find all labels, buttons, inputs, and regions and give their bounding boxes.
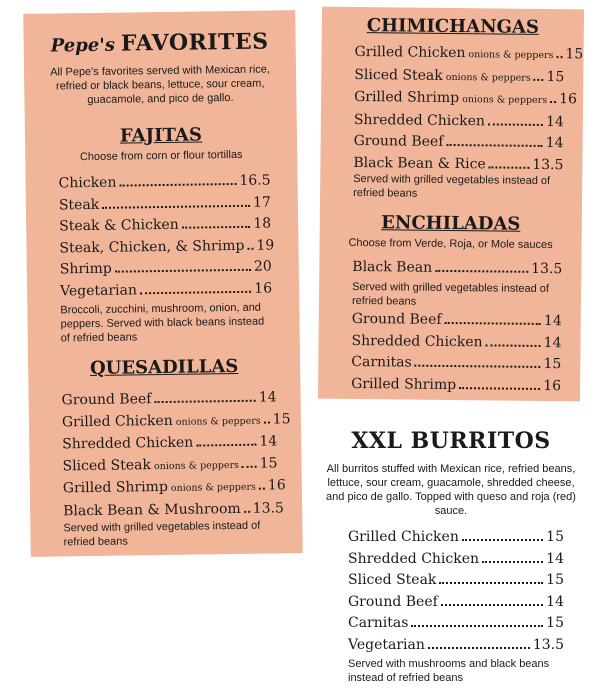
menu-item-name: Steak, Chicken, & Shrimp <box>59 237 245 256</box>
fajitas-subtitle: Choose from corn or flour tortillas <box>79 148 243 164</box>
menu-item-name: Grilled Shrimp <box>351 375 457 393</box>
menu-item <box>62 453 277 478</box>
menu-item-name: Ground Beef <box>353 132 444 150</box>
menu-item-name: Steak & Chicken <box>59 216 179 235</box>
menu-item-name: Sliced Steak <box>348 572 437 588</box>
menu-item-name: Chicken <box>58 174 117 192</box>
menu-item <box>348 549 564 571</box>
dot-leader <box>488 123 543 126</box>
dot-leader <box>486 344 541 347</box>
enchiladas-note: Served with grilled vegetables instead of refried beans <box>351 280 550 308</box>
menu-item-name: Carnitas <box>348 615 409 631</box>
dot-leader <box>482 561 543 563</box>
menu-item <box>348 527 564 549</box>
brand-logo: Pepe's <box>50 34 116 57</box>
menu-item-name: Ground Beef <box>61 391 152 409</box>
menu-item <box>352 257 562 281</box>
dot-leader <box>411 625 543 627</box>
quesadillas-note: Served with grilled vegetables instead of refried beans <box>63 519 261 549</box>
menu-item-name: Grilled Shrimp <box>354 88 460 107</box>
menu-item-name: Shredded Chicken <box>353 111 486 129</box>
menu-item-price: 16 <box>254 279 273 297</box>
menu-item-price: 14 <box>543 312 562 330</box>
menu-item-price: 14 <box>545 134 564 152</box>
menu-item <box>354 42 584 67</box>
menu-item-modifier: onions & peppers <box>445 71 531 84</box>
dot-leader <box>446 144 542 147</box>
menu-item <box>351 352 561 376</box>
burritos-section <box>322 428 580 518</box>
dot-leader <box>182 226 251 229</box>
dot-leader <box>264 421 270 423</box>
menu-item-modifier: onions & peppers <box>170 481 256 494</box>
menu-item-price: 16 <box>559 91 578 108</box>
menu-item-modifier: onions & peppers <box>462 94 548 107</box>
dot-leader <box>102 204 250 208</box>
fajitas-section <box>35 123 288 165</box>
chimichangas-note: Served with grilled vegetables instead of refried beans <box>353 172 551 200</box>
dot-leader <box>462 539 543 541</box>
fajitas-title: FAJITAS <box>119 124 203 147</box>
menu-item-price: 15 <box>543 355 562 373</box>
menu-item-name: Vegetarian <box>59 281 138 299</box>
menu-item-name: Sliced Steak <box>62 456 152 474</box>
menu-item-name: Black Bean & Rice <box>353 154 486 172</box>
menu-item-price: 15 <box>546 572 564 588</box>
menu-item <box>59 213 271 237</box>
chimichangas-title: CHIMICHANGAS <box>366 15 540 38</box>
menu-item-price: 14 <box>546 593 564 610</box>
dot-leader <box>550 101 556 103</box>
menu-item-name: Shredded Chicken <box>348 550 480 567</box>
quesadillas-section <box>38 355 290 380</box>
menu-item <box>354 109 564 133</box>
menu-item-modifier: onions & peppers <box>175 415 261 428</box>
menu-item-name: Steak <box>58 196 100 213</box>
menu-item-price: 15 <box>259 454 278 472</box>
menu-item <box>351 373 561 397</box>
menu-item <box>351 330 561 354</box>
menu-item-name: Grilled Chicken <box>348 529 459 545</box>
enchiladas-title: ENCHILADAS <box>381 212 521 235</box>
dot-leader <box>415 365 541 368</box>
menu-item-price: 17 <box>252 193 271 211</box>
enchiladas-list <box>351 309 562 397</box>
menu-item-price: 14 <box>545 113 564 130</box>
dot-leader <box>435 270 528 273</box>
menu-item-price: 18 <box>253 215 272 232</box>
menu-item-price: 14 <box>259 433 278 450</box>
menu-item-name: Grilled Chicken <box>61 412 173 430</box>
menu-item-price: 16.5 <box>239 172 271 189</box>
menu-item-price: 13.5 <box>532 156 564 173</box>
menu-item <box>61 387 276 411</box>
dot-leader <box>244 510 250 512</box>
menu-item <box>60 256 272 280</box>
dot-leader <box>489 166 530 168</box>
favorites-title: FAVORITES <box>120 28 269 57</box>
menu-item-name: Shredded Chicken <box>351 332 483 350</box>
menu-item <box>58 170 270 194</box>
menu-item <box>348 635 564 657</box>
menu-item <box>59 235 275 259</box>
burritos-description: All burritos stuffed with Mexican rice, refried beans, lettuce, sour cream, guacamole, shredded cheese, and pico de gallo. Topped with queso and roja (red) sauce. <box>326 463 576 517</box>
menu-item-price: 15 <box>565 46 584 63</box>
enchiladas-subtitle: Choose from Verde, Roja, or Mole sauces <box>348 236 553 252</box>
dot-leader <box>259 488 265 490</box>
menu-item-name: Black Bean & Mushroom <box>63 500 241 519</box>
menu-item <box>61 409 291 434</box>
menu-item-name: Grilled Chicken <box>354 43 466 62</box>
menu-item-name: Shredded Chicken <box>62 434 194 453</box>
menu-item <box>354 131 564 155</box>
menu-item-price: 14 <box>258 389 277 406</box>
dot-leader <box>242 465 257 467</box>
menu-item <box>354 87 578 112</box>
menu-item-price: 15 <box>546 529 564 545</box>
menu-item-name: Ground Beef <box>351 310 442 328</box>
chimichangas-section <box>327 15 579 39</box>
menu-item-price: 14 <box>543 334 562 351</box>
right-menu-panel <box>318 7 584 402</box>
dot-leader <box>196 444 256 447</box>
menu-item-name: Shrimp <box>59 260 112 278</box>
dot-leader <box>428 647 530 649</box>
menu-item <box>62 475 286 500</box>
fajitas-note: Broccoli, zucchini, mushroom, onion, and peppers. Served with black beans instead of refried beans <box>60 301 265 345</box>
menu-item-price: 13.5 <box>252 499 285 517</box>
dot-leader <box>556 56 562 58</box>
menu-item <box>348 613 564 635</box>
menu-item-price: 15 <box>272 410 291 427</box>
menu-item-name: Ground Beef <box>348 593 438 610</box>
menu-item-price: 19 <box>256 236 275 254</box>
menu-item <box>59 192 271 216</box>
menu-item-price: 15 <box>546 615 564 631</box>
favorites-description: All Pepe's favorites served with Mexican rice, refried or black beans, lettuce, sour cream, guacamole, and pico de gallo. <box>50 63 270 107</box>
quesadillas-title: QUESADILLAS <box>89 355 239 380</box>
favorites-header <box>33 28 286 108</box>
menu-item-modifier: onions & peppers <box>468 49 554 62</box>
menu-item <box>354 64 564 89</box>
menu-item <box>60 278 272 302</box>
dot-leader <box>119 183 236 187</box>
menu-item-name: Vegetarian <box>348 636 425 653</box>
fajitas-list <box>58 170 275 302</box>
menu-item <box>348 570 564 592</box>
menu-item-price: 16 <box>543 377 562 394</box>
menu-item-price: 13.5 <box>532 636 564 653</box>
menu-item-price: 20 <box>253 258 272 275</box>
quesadillas-list <box>61 387 291 522</box>
menu-item-name: Carnitas <box>351 353 412 371</box>
enchiladas-section <box>325 212 577 253</box>
menu-item <box>348 592 564 614</box>
menu-item-price: 13.5 <box>531 260 563 278</box>
menu-item <box>352 309 562 333</box>
enchiladas-first-item <box>352 257 562 281</box>
left-menu-panel <box>23 10 303 557</box>
menu-item-name: Black Bean <box>352 258 433 276</box>
dot-leader <box>441 604 543 606</box>
dot-leader <box>154 400 255 403</box>
dot-leader <box>459 387 540 390</box>
burritos-title: XXL BURRITOS <box>351 428 551 454</box>
menu-item-price: 16 <box>267 477 286 494</box>
menu-item-price: 15 <box>546 68 565 85</box>
dot-leader <box>445 322 541 325</box>
burritos-list <box>348 527 564 656</box>
menu-item-name: Sliced Steak <box>354 66 443 84</box>
dot-leader <box>534 78 544 80</box>
dot-leader <box>115 269 251 273</box>
chimichangas-list <box>353 42 584 176</box>
menu-item <box>62 431 277 455</box>
dot-leader <box>439 582 543 584</box>
menu-item-name: Grilled Shrimp <box>62 478 168 497</box>
dot-leader <box>247 247 253 249</box>
menu-item-price: 14 <box>546 550 564 567</box>
menu-item-modifier: onions & peppers <box>153 459 240 472</box>
dot-leader <box>140 290 251 294</box>
burritos-note: Served with mushrooms and black beans instead of refried beans <box>348 658 550 684</box>
